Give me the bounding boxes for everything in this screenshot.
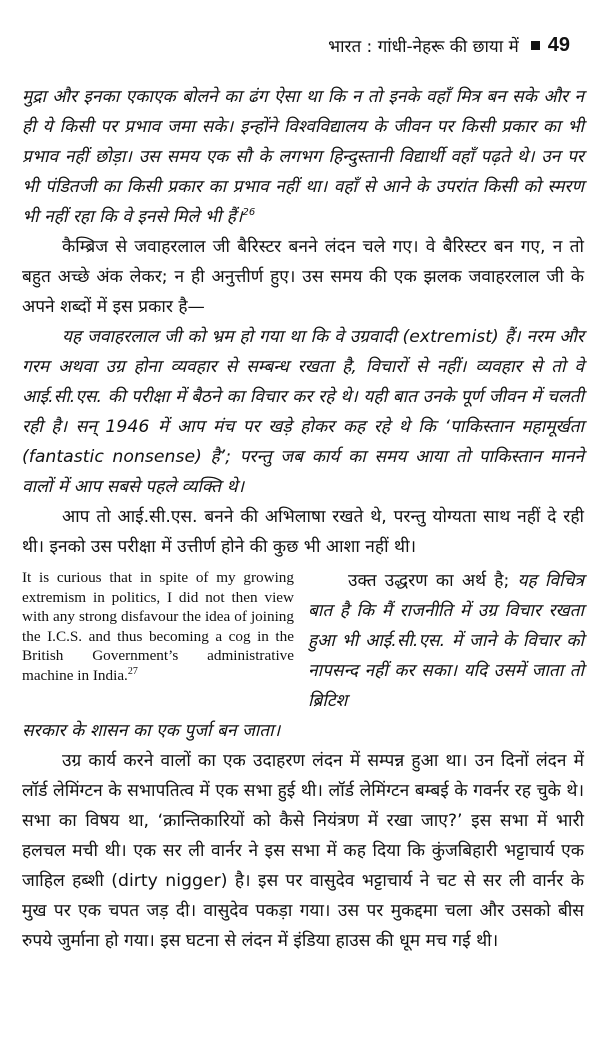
english-quotation (22, 566, 294, 716)
running-title: भारत : गांधी-नेहरू की छाया में (328, 37, 519, 57)
translation-text: यह विचित्र बात है कि मैं राजनीति में उग्र विचार रखता हुआ भी आई.सी.एस. में जाने के विचार को नापसन्द नहीं कर सका। यदि उसमें जाता तो ब्रिटिश (308, 571, 584, 711)
paragraph-4: आप तो आई.सी.एस. बनने की अभिलाषा रखते थे, परन्तु योग्यता साथ नहीं दे रही थी। इनको उस परीक्षा में उत्तीर्ण होने की कुछ भी आशा नहीं थी। (22, 507, 584, 557)
translation-lead: उक्त उद्धरण का अर्थ है; (348, 571, 510, 591)
translation-column (308, 566, 584, 716)
paragraph-1 (22, 82, 584, 232)
translation-paragraph (308, 566, 584, 716)
english-quotation-text: It is curious that in spite of my growing extremism in politics, I did not then view with any strong disfavour the idea of joining the I.C.S. and thus becoming a cog in the British Government’s administrative machine in India. (22, 569, 294, 684)
page-body (22, 82, 584, 956)
quotation-block (22, 566, 584, 716)
running-header (328, 34, 570, 57)
footnote-ref-27: 27 (127, 665, 138, 677)
translation-continuation: सरकार के शासन का एक पुर्जा बन जाता। (22, 721, 281, 741)
paragraph-3: यह जवाहरलाल जी को भ्रम हो गया था कि वे उग्रवादी (extremist) हैं। नरम और गरम अथवा उग्र होना व्यवहार से सम्बन्ध रखता है, विचारों से नहीं। व्यवहार से तो वे आई.सी.एस. की परीक्षा में बैठने का विचार कर रहे थे। यही बात उनके पूर्ण जीवन में चलती रही है। सन् 1946 में आप मंच पर खड़े होकर कह रहे थे कि ‘पाकिस्तान महामूर्खता (fantastic nonsense) है’; परन्तु जब कार्य का समय आया तो पाकिस्तान मानने वालों में आप सबसे पहले व्यक्ति थे। (22, 327, 584, 497)
square-bullet-icon (531, 41, 540, 50)
page-number: 49 (547, 34, 570, 56)
paragraph-2: कैम्ब्रिज से जवाहरलाल जी बैरिस्टर बनने लंदन चले गए। वे बैरिस्टर बन गए, न तो बहुत अच्छे अंक लेकर; न ही अनुत्तीर्ण हुए। उस समय की एक झलक जवाहरलाल जी के अपने शब्दों में इस प्रकार है— (22, 237, 584, 317)
paragraph-6: उग्र कार्य करने वालों का एक उदाहरण लंदन में सम्पन्न हुआ था। उन दिनों लंदन में लॉर्ड लेमिंग्टन के सभापतित्व में एक सभा हुई थी। लॉर्ड लेमिंग्टन बम्बई के गवर्नर रह चुके थे। सभा का विषय था, ‘क्रान्तिकारियों को कैसे नियंत्रण में रखा जाए?’ इस सभा में भारी हलचल मची थी। एक सर ली वार्नर ने इस सभा में कह दिया कि कुंजबिहारी भट्टाचार्य एक जाहिल हब्शी (dirty nigger) है। इस पर वासुदेव भट्टाचार्य ने चट से सर ली वार्नर के मुख पर एक चपत जड़ दी। वासुदेव पकड़ा गया। उस पर मुकद्दमा चला और उसको बीस रुपये जुर्माना हो गया। इस घटना से लंदन में इंडिया हाउस की धूम मच गई थी। (22, 751, 584, 951)
footnote-ref-26: 26 (242, 207, 256, 219)
paragraph-1-text: मुद्रा और इनका एकाएक बोलने का ढंग ऐसा था कि न तो इनके वहाँ मित्र बन सके और न ही ये किसी पर प्रभाव जमा सके। इन्होंने विश्वविद्यालय के जीवन पर किसी प्रकार का भी प्रभाव नहीं छोड़ा। उस समय एक सौ के लगभग हिन्दुस्तानी विद्यार्थी वहाँ पढ़ते थे। उन पर भी पंडितजी का किसी प्रकार का प्रभाव नहीं था। वहाँ से आने के उपरांत किसी को स्मरण भी नहीं रहा कि वे इनसे मिले भी हैं। (22, 87, 584, 227)
